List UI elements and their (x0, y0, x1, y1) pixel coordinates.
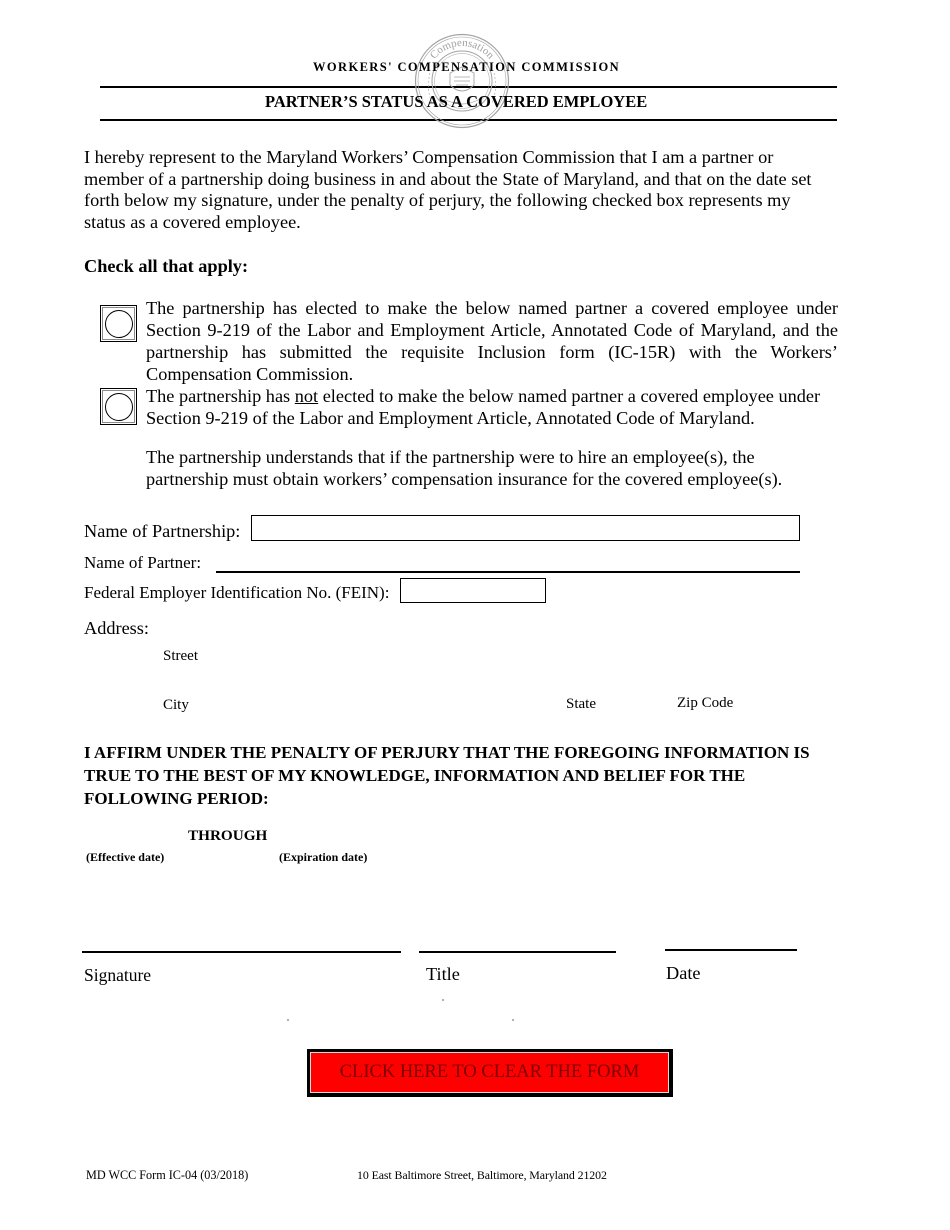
expiration-date-label: (Expiration date) (279, 850, 368, 864)
title-line (419, 951, 616, 953)
date-input[interactable] (665, 922, 797, 948)
street-input[interactable] (206, 643, 800, 667)
fein-input[interactable] (400, 578, 546, 603)
state-label: State (566, 696, 596, 712)
zip-code-input[interactable] (740, 692, 802, 716)
address-label: Address: (84, 618, 149, 638)
partnership-name-label: Name of Partnership: (84, 521, 241, 541)
intro-paragraph: I hereby represent to the Maryland Workers’ Compensation Commission that I am a partner or member of a partnership doing business in and about the State of Maryland, and that on the date set forth below my signature, under the penalty of perjury, the following checked box represents my status as a covered employee. (84, 147, 812, 233)
insurance-notice: The partnership understands that if the partnership were to hire an employee(s), the partnership must obtain workers’ compensation insurance for the covered employee(s). (146, 447, 783, 489)
seal-lettering: Compensation (427, 36, 497, 62)
check-heading: Check all that apply: (84, 256, 249, 276)
partner-name-label: Name of Partner: (84, 553, 202, 572)
commission-seal-icon (414, 33, 510, 129)
expiration-date-input[interactable] (279, 826, 375, 848)
field-marker (442, 999, 444, 1001)
form-id: MD WCC Form IC-04 (03/2018) (86, 1168, 249, 1182)
street-label: Street (163, 648, 198, 664)
signature-input[interactable] (82, 924, 401, 950)
checkbox-ring-icon (105, 393, 133, 421)
partnership-name-input[interactable] (251, 515, 800, 541)
option-elected-text: The partnership has elected to make the below named partner a covered employee under Section 9-219 of the Labor and Employment Article, Annotated Code of Maryland, and the partnership has submitted the requisite Inclusion form (IC-15R) with the Workers’ Compensation Commission. (146, 298, 838, 384)
option-not-elected-text-after: elected to make the below named partner a covered employee under Section 9-219 of the Labor and Employment Article, Annotated Code of Maryland. (146, 386, 821, 428)
signature-label: Signature (84, 965, 152, 985)
signature-line (82, 951, 401, 953)
checkbox-ring-icon (105, 310, 133, 338)
option-not-elected-checkbox[interactable] (100, 388, 137, 425)
state-input[interactable] (602, 692, 670, 716)
city-label: City (163, 697, 189, 713)
date-line (665, 949, 797, 951)
option-not-elected-emphasis: not (294, 386, 319, 406)
partner-name-input[interactable] (216, 551, 800, 573)
clear-form-button-label: CLICK HERE TO CLEAR THE FORM (310, 1052, 669, 1093)
agency-name: WORKERS' COMPENSATION COMMISSION (313, 60, 621, 74)
field-marker (287, 1019, 289, 1021)
commission-address: 10 East Baltimore Street, Baltimore, Maryland 21202 (357, 1168, 607, 1182)
option-not-elected-text (146, 385, 838, 429)
zip-code-label: Zip Code (677, 695, 734, 711)
perjury-affirmation: I AFFIRM UNDER THE PENALTY OF PERJURY THAT THE FOREGOING INFORMATION IS TRUE TO THE BEST OF MY KNOWLEDGE, INFORMATION AND BELIEF FOR THE FOLLOWING PERIOD: (84, 743, 810, 808)
fein-label: Federal Employer Identification No. (FEIN): (84, 583, 390, 602)
clear-form-button[interactable] (307, 1049, 673, 1097)
city-input[interactable] (196, 692, 556, 716)
title-input[interactable] (419, 924, 616, 950)
effective-date-label: (Effective date) (86, 850, 165, 864)
through-label: THROUGH (188, 827, 268, 844)
effective-date-input[interactable] (86, 826, 182, 848)
title-label: Title (426, 964, 460, 984)
date-label: Date (666, 963, 701, 983)
page-title: PARTNER’S STATUS AS A COVERED EMPLOYEE (265, 92, 648, 111)
field-marker (512, 1019, 514, 1021)
option-elected-checkbox[interactable] (100, 305, 137, 342)
option-not-elected-text-before: The partnership has (146, 386, 295, 406)
